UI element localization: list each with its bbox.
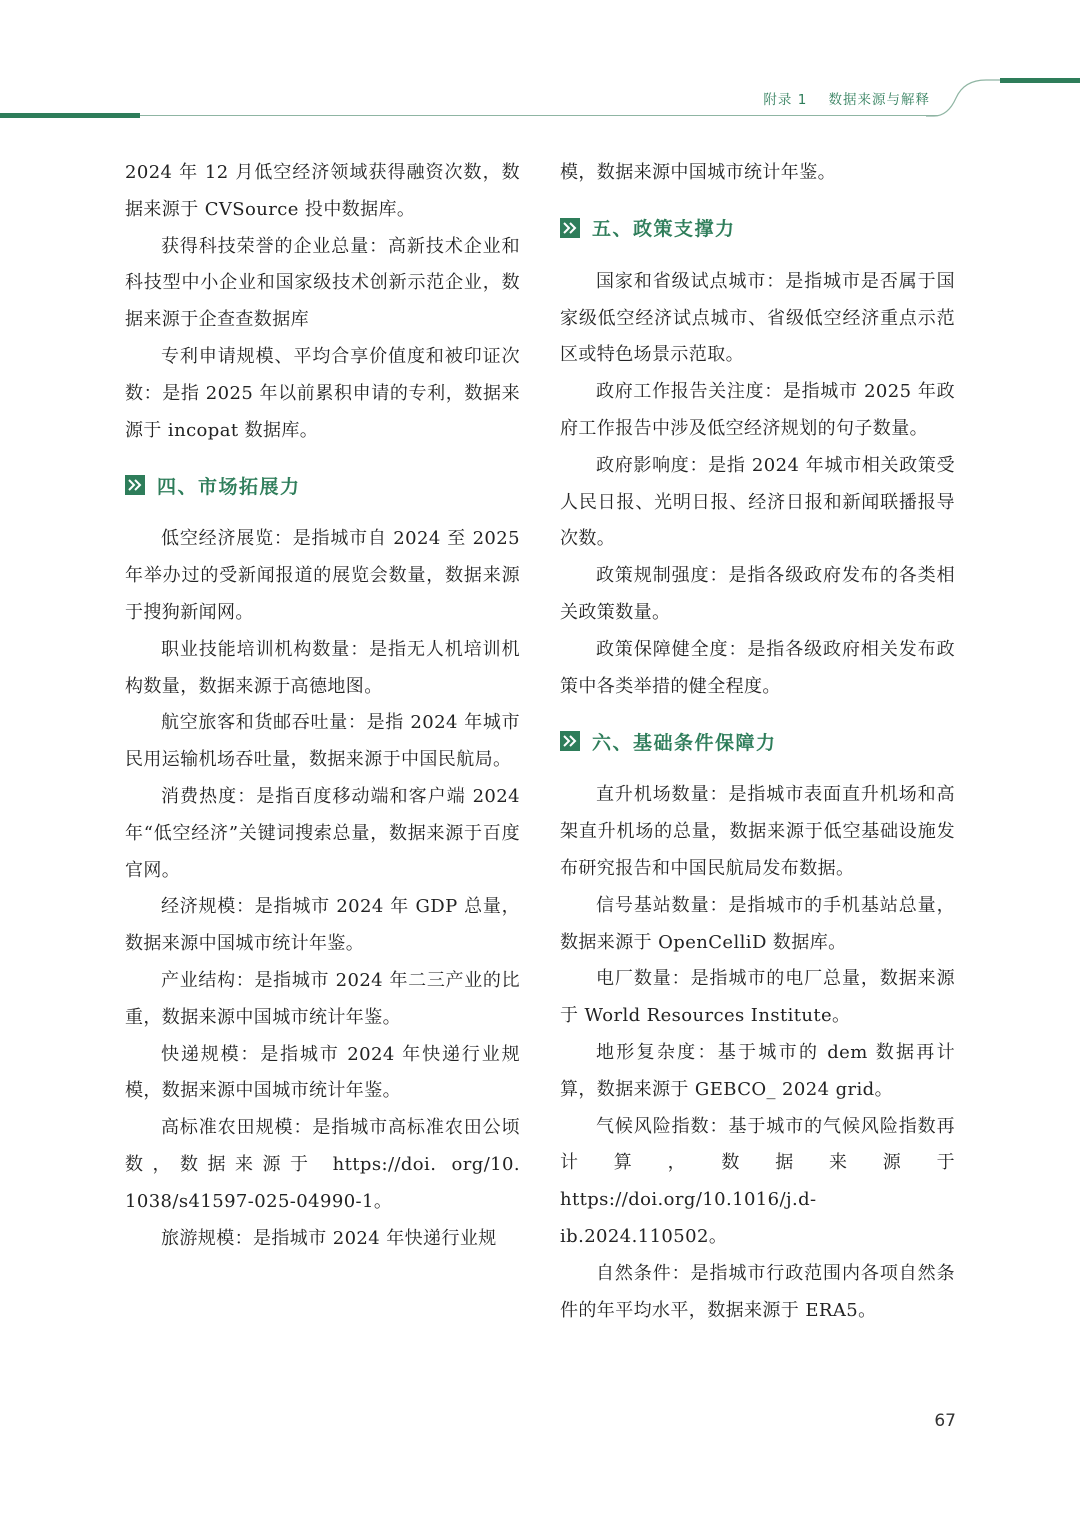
paragraph: 地形复杂度：基于城市的 dem 数据再计算，数据来源于 GEBCO_ 2024 grid。	[560, 1041, 955, 1100]
left-column	[125, 155, 520, 1257]
section-label: 数据来源与解释	[828, 92, 930, 108]
right-column	[560, 155, 955, 1329]
paragraph: 气候风险指数：基于城市的气候风险指数再计算，数据来源于 https://doi.org/10.1016/j.d-ib.2024.110502。	[560, 1115, 955, 1247]
paragraph: 信号基站数量：是指城市的手机基站总量，数据来源于 OpenCelliD 数据库。	[560, 894, 955, 953]
paragraph: 经济规模：是指城市 2024 年 GDP 总量，数据来源中国城市统计年鉴。	[125, 896, 520, 955]
section-heading-4	[125, 467, 520, 503]
paragraph: 专利申请规模、平均合享价值度和被印证次数：是指 2025 年以前累积申请的专利，数据来源于 incopat 数据库。	[125, 345, 520, 441]
paragraph: 政策规制强度：是指各级政府发布的各类相关政策数量。	[560, 565, 955, 623]
header-rule	[140, 115, 938, 116]
section-title: 六、基础条件保障力	[592, 731, 777, 754]
paragraph: 政府影响度：是指 2024 年城市相关政策受人民日报、光明日报、经济日报和新闻联播报导次数。	[560, 454, 955, 550]
paragraph: 低空经济展览：是指城市自 2024 至 2025 年举办过的受新闻报道的展览会数量，数据来源于搜狗新闻网。	[125, 528, 520, 623]
paragraph: 电厂数量：是指城市的电厂总量，数据来源于 World Resources Institute。	[560, 968, 955, 1027]
header-curve-decoration	[926, 78, 1006, 118]
paragraph: 模，数据来源中国城市统计年鉴。	[560, 162, 836, 183]
section-heading-5	[560, 210, 955, 246]
double-chevron-icon	[560, 731, 580, 751]
paragraph: 政府工作报告关注度：是指城市 2025 年政府工作报告中涉及低空经济规划的句子数量。	[560, 381, 955, 439]
page-number: 67	[934, 1411, 956, 1431]
paragraph: 国家和省级试点城市：是指城市是否属于国家级低空经济试点城市、省级低空经济重点示范区或特色场景示范取。	[560, 270, 955, 366]
section-title: 五、政策支撑力	[592, 218, 736, 241]
paragraph: 职业技能培训机构数量：是指无人机培训机构数量，数据来源于高德地图。	[125, 638, 520, 697]
paragraph: 旅游规模：是指城市 2024 年快递行业规	[161, 1227, 497, 1249]
paragraph: 2024 年 12 月低空经济领域获得融资次数，数据来源于 CVSource 投中数据库。	[125, 162, 520, 220]
running-head	[700, 88, 930, 108]
section-title: 四、市场拓展力	[157, 475, 301, 498]
paragraph: 政策保障健全度：是指各级政府相关发布政策中各类举措的健全程度。	[560, 638, 955, 697]
paragraph: 自然条件：是指城市行政范围内各项自然条件的年平均水平，数据来源于 ERA5。	[560, 1262, 955, 1321]
section-heading-6	[560, 723, 955, 759]
header-accent-bar-left	[0, 113, 140, 118]
paragraph: 获得科技荣誉的企业总量：高新技术企业和科技型中小企业和国家级技术创新示范企业，数据来源于企查查数据库	[125, 235, 520, 331]
paragraph: 快递规模：是指城市 2024 年快递行业规模，数据来源中国城市统计年鉴。	[125, 1043, 520, 1102]
double-chevron-icon	[125, 475, 145, 495]
appendix-label: 附录 1	[763, 92, 808, 108]
double-chevron-icon	[560, 218, 580, 238]
paragraph: 直升机场数量：是指城市表面直升机场和高架直升机场的总量，数据来源于低空基础设施发布研究报告和中国民航局发布数据。	[560, 784, 955, 879]
header-accent-bar-right	[1000, 78, 1080, 83]
paragraph: 消费热度：是指百度移动端和客户端 2024 年“低空经济”关键词搜索总量，数据来源于百度官网。	[125, 785, 520, 881]
paragraph: 高标准农田规模：是指城市高标准农田公顷数，数据来源于 https://doi. org/10. 1038/s41597-025-04990-1。	[125, 1117, 520, 1212]
paragraph: 产业结构：是指城市 2024 年二三产业的比重，数据来源中国城市统计年鉴。	[125, 969, 520, 1028]
paragraph: 航空旅客和货邮吞吐量：是指 2024 年城市民用运输机场吞吐量，数据来源于中国民航局。	[125, 712, 520, 771]
